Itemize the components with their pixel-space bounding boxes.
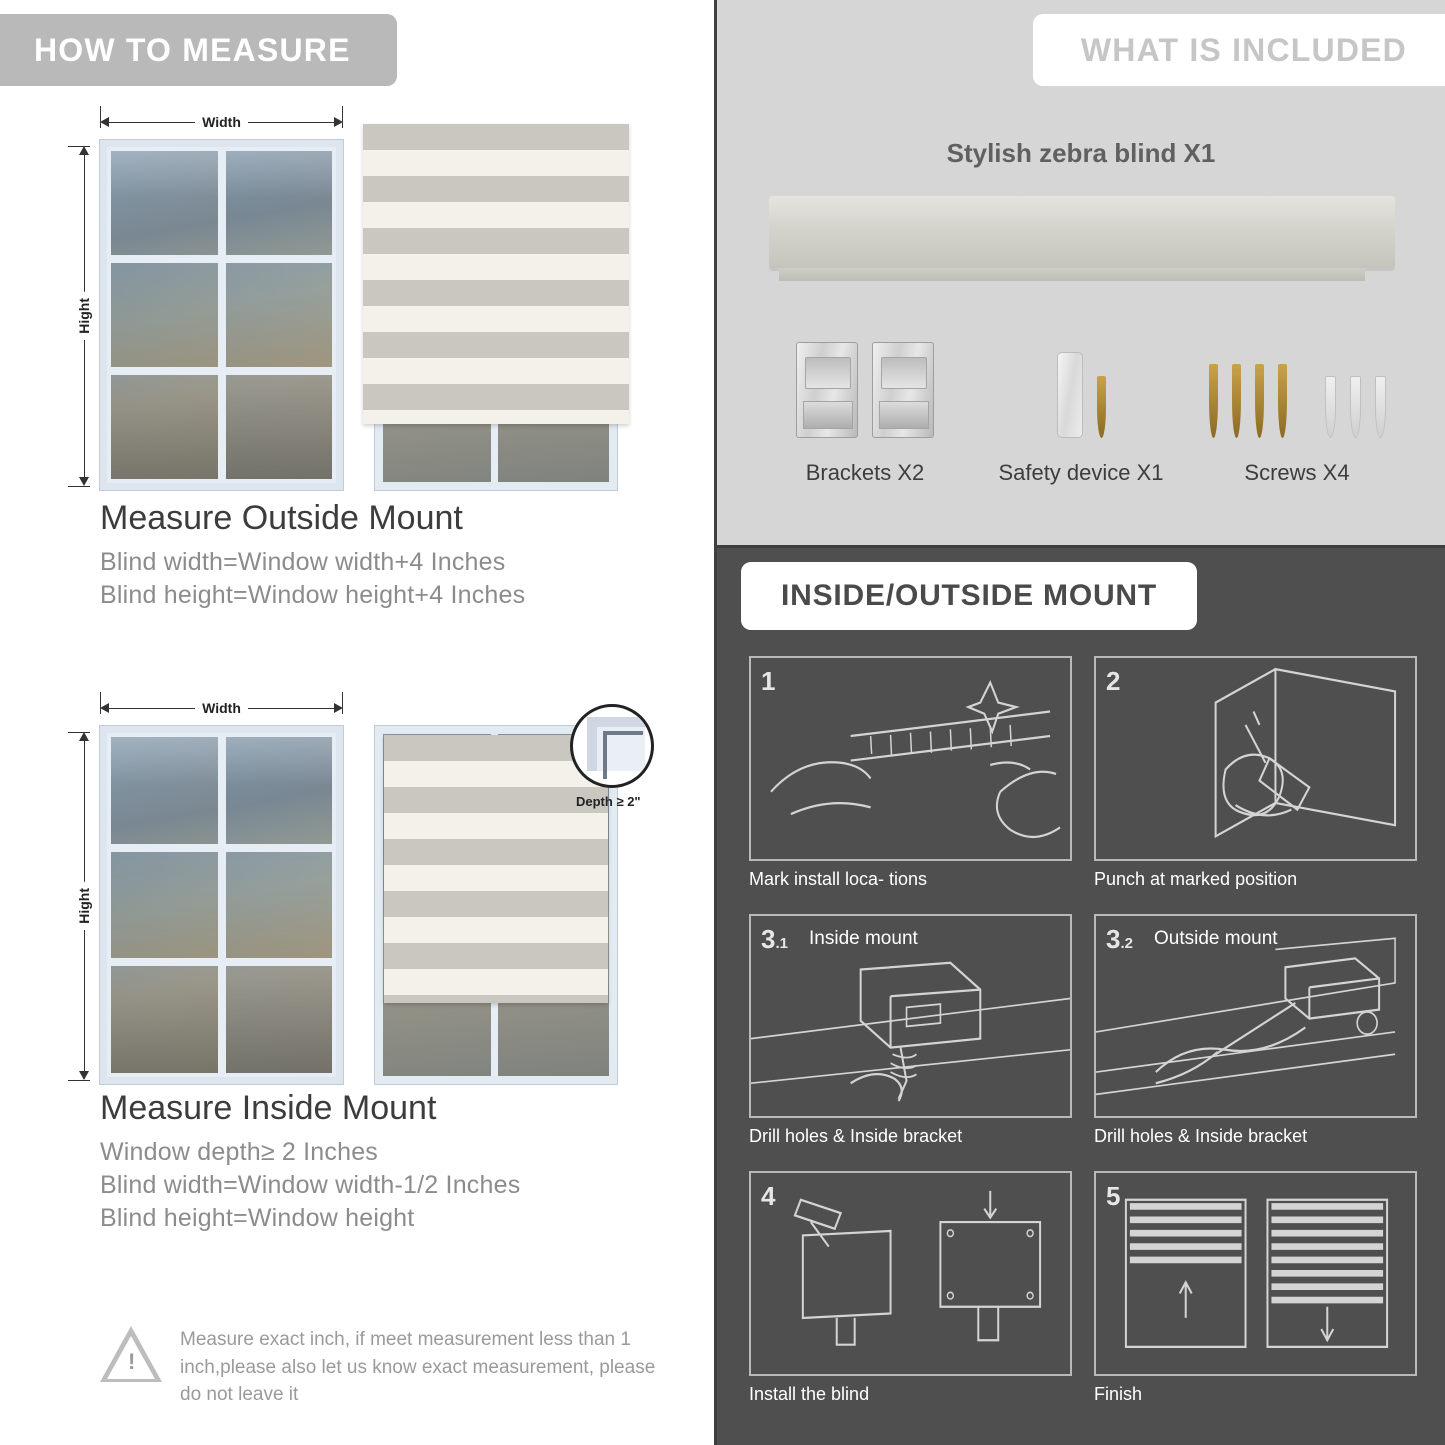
- install-blind-sketch: [751, 1173, 1070, 1374]
- window-pane: [107, 962, 222, 1077]
- tick: [68, 146, 90, 147]
- step-4-illustration: [749, 1171, 1072, 1376]
- arrow-down-icon: [79, 1071, 89, 1080]
- part-screws: [1189, 320, 1405, 486]
- step-3-2-number: [1106, 924, 1133, 955]
- dimension-line: [84, 741, 85, 882]
- step-2-caption: Punch at marked position: [1094, 868, 1298, 889]
- outside-height-label: Hight: [76, 292, 92, 340]
- screw-icon: [1209, 364, 1218, 438]
- step-4-caption: Install the blind: [749, 1384, 870, 1404]
- step-3-1-illustration: [749, 914, 1072, 1119]
- window-pane: [222, 848, 337, 963]
- warning-exclamation: !: [128, 1349, 136, 1375]
- depth-corner-inner: [603, 731, 643, 779]
- tick: [100, 106, 101, 128]
- part-label-safety: Safety device X1: [998, 460, 1164, 485]
- tick: [342, 692, 343, 714]
- how-to-measure-title: HOW TO MEASURE: [34, 31, 351, 68]
- zebra-shade: [384, 735, 608, 1003]
- dimension-line: [84, 155, 85, 292]
- zebra-blind-product-image: [769, 196, 1395, 268]
- window-pane: [222, 259, 337, 371]
- step-3-2-illustration: [1094, 914, 1417, 1119]
- arrow-up-icon: [79, 146, 89, 155]
- inside-width-label: Width: [195, 700, 248, 716]
- product-name: Stylish zebra blind X1: [946, 138, 1216, 168]
- window-pane: [222, 962, 337, 1077]
- arrow-left-icon: [100, 703, 109, 713]
- warning-icon: [100, 1326, 162, 1382]
- brackets-icon: [757, 320, 973, 438]
- how-to-measure-banner: [0, 14, 397, 86]
- inside-mount-diagram: [0, 690, 717, 1085]
- outside-mount-title: Measure Outside Mount: [100, 499, 463, 537]
- window-pane: [107, 371, 222, 483]
- measure-note-text: Measure exact inch, if meet measurement less than 1 inch,please also let us know exact measurement, please do not leave it: [180, 1329, 656, 1406]
- bracket-icon: [872, 342, 934, 438]
- outside-height-dimension: [76, 146, 92, 486]
- step-1-illustration: [749, 656, 1072, 861]
- tick: [342, 106, 343, 128]
- window-glass: [107, 733, 336, 1077]
- outside-mount-blind: [375, 172, 617, 490]
- outside-mount-line-2: Blind height=Window height+4 Inches: [100, 581, 526, 609]
- zebra-shade: [363, 124, 629, 424]
- arrow-left-icon: [100, 117, 109, 127]
- tick: [68, 1080, 90, 1081]
- tick: [100, 692, 101, 714]
- part-brackets: [757, 320, 973, 486]
- window-glass: [107, 147, 336, 483]
- screw-icon: [1097, 376, 1106, 438]
- dimension-line: [84, 930, 85, 1071]
- step-5-caption: Finish: [1094, 1384, 1143, 1404]
- window-depth-detail: [570, 704, 654, 788]
- installation-steps: [749, 656, 1417, 1405]
- inside-mount-line-2: Blind width=Window width-1/2 Inches: [100, 1171, 521, 1199]
- step-3-1-major: 3: [761, 923, 776, 954]
- step-3-2-major: 3: [1106, 923, 1121, 954]
- inside-outside-mount-panel: [717, 548, 1445, 1445]
- outside-mount-diagram: [0, 100, 717, 495]
- inside-height-dimension: [76, 732, 92, 1080]
- step-4: [749, 1171, 1072, 1405]
- step-2-number: 2: [1106, 666, 1121, 696]
- dimension-line: [109, 708, 195, 709]
- outside-width-dimension: [100, 114, 343, 130]
- step-3-1-caption: Drill holes & Inside bracket: [749, 1126, 963, 1147]
- step-3-2-caption: Drill holes & Inside bracket: [1094, 1126, 1308, 1147]
- inside-mount-block: [0, 690, 717, 1233]
- outside-mount-block: [0, 100, 717, 610]
- window-pane: [107, 848, 222, 963]
- how-to-measure-panel: [0, 0, 717, 1445]
- measure-tape-sketch: [751, 658, 1070, 859]
- outside-width-label: Width: [195, 114, 248, 130]
- window-illustration: [100, 140, 343, 490]
- part-safety-device: [973, 320, 1189, 486]
- inside-mount-blind: [375, 726, 617, 1084]
- step-1-number: 1: [761, 666, 776, 696]
- depth-label: Depth ≥ 2": [576, 794, 641, 809]
- arrow-up-icon: [79, 732, 89, 741]
- arrow-down-icon: [79, 477, 89, 486]
- inside-width-dimension: [100, 700, 343, 716]
- window-illustration: [100, 726, 343, 1084]
- tick: [68, 486, 90, 487]
- step-3-1-number: [761, 924, 788, 955]
- finished-blinds-sketch: [1096, 1173, 1415, 1374]
- step-5: [1094, 1171, 1417, 1405]
- parts-list: [757, 320, 1405, 486]
- step-3-1-minor: .1: [775, 934, 788, 952]
- step-5-illustration: [1094, 1171, 1417, 1376]
- what-is-included-tab: [1033, 14, 1445, 86]
- outside-mount-line-1: Blind width=Window width+4 Inches: [100, 548, 506, 576]
- screws-icon: [1189, 320, 1405, 438]
- bracket-icon: [796, 342, 858, 438]
- window-pane: [107, 733, 222, 848]
- anchor-icon: [1350, 376, 1361, 438]
- inside-height-label: Hight: [76, 882, 92, 930]
- what-is-included-panel: [717, 0, 1445, 548]
- inside-outside-mount-title: INSIDE/OUTSIDE MOUNT: [781, 579, 1158, 612]
- step-3-2-mode-label: Outside mount: [1154, 927, 1278, 949]
- safety-device-icon: [973, 320, 1189, 438]
- inside-mount-title: Measure Inside Mount: [100, 1089, 437, 1127]
- step-3-2: [1094, 914, 1417, 1148]
- dimension-line: [248, 708, 334, 709]
- inside-mount-line-3: Blind height=Window height: [100, 1204, 415, 1232]
- inside-mount-line-1: Window depth≥ 2 Inches: [100, 1138, 378, 1166]
- step-2: [1094, 656, 1417, 890]
- window-pane: [107, 259, 222, 371]
- window-pane: [222, 371, 337, 483]
- step-5-number: 5: [1106, 1181, 1121, 1212]
- measure-note: [100, 1326, 660, 1409]
- right-column: [717, 0, 1445, 1445]
- inside-outside-mount-tab: [741, 562, 1197, 630]
- what-is-included-title: WHAT IS INCLUDED: [1080, 31, 1407, 68]
- screw-icon: [1255, 364, 1264, 438]
- step-3-1-mode-label: Inside mount: [809, 927, 918, 949]
- screw-icon: [1232, 364, 1241, 438]
- window-pane: [222, 733, 337, 848]
- window-pane: [222, 147, 337, 259]
- part-label-brackets: Brackets X2: [805, 460, 925, 485]
- anchor-icon: [1325, 376, 1336, 438]
- anchor-icon: [1375, 376, 1386, 438]
- window-pane: [107, 147, 222, 259]
- step-1-caption: Mark install loca- tions: [749, 868, 928, 889]
- safety-clip-icon: [1057, 352, 1083, 438]
- screw-icon: [1278, 364, 1287, 438]
- step-3-1: [749, 914, 1072, 1148]
- part-label-screws: Screws X4: [1244, 460, 1350, 485]
- step-2-illustration: [1094, 656, 1417, 861]
- step-1: [749, 656, 1072, 890]
- dimension-line: [109, 122, 195, 123]
- step-3-2-minor: .2: [1120, 934, 1133, 952]
- step-4-number: 4: [761, 1181, 776, 1212]
- tick: [68, 732, 90, 733]
- dimension-line: [84, 340, 85, 477]
- dimension-line: [248, 122, 334, 123]
- drill-sketch: [1096, 658, 1415, 859]
